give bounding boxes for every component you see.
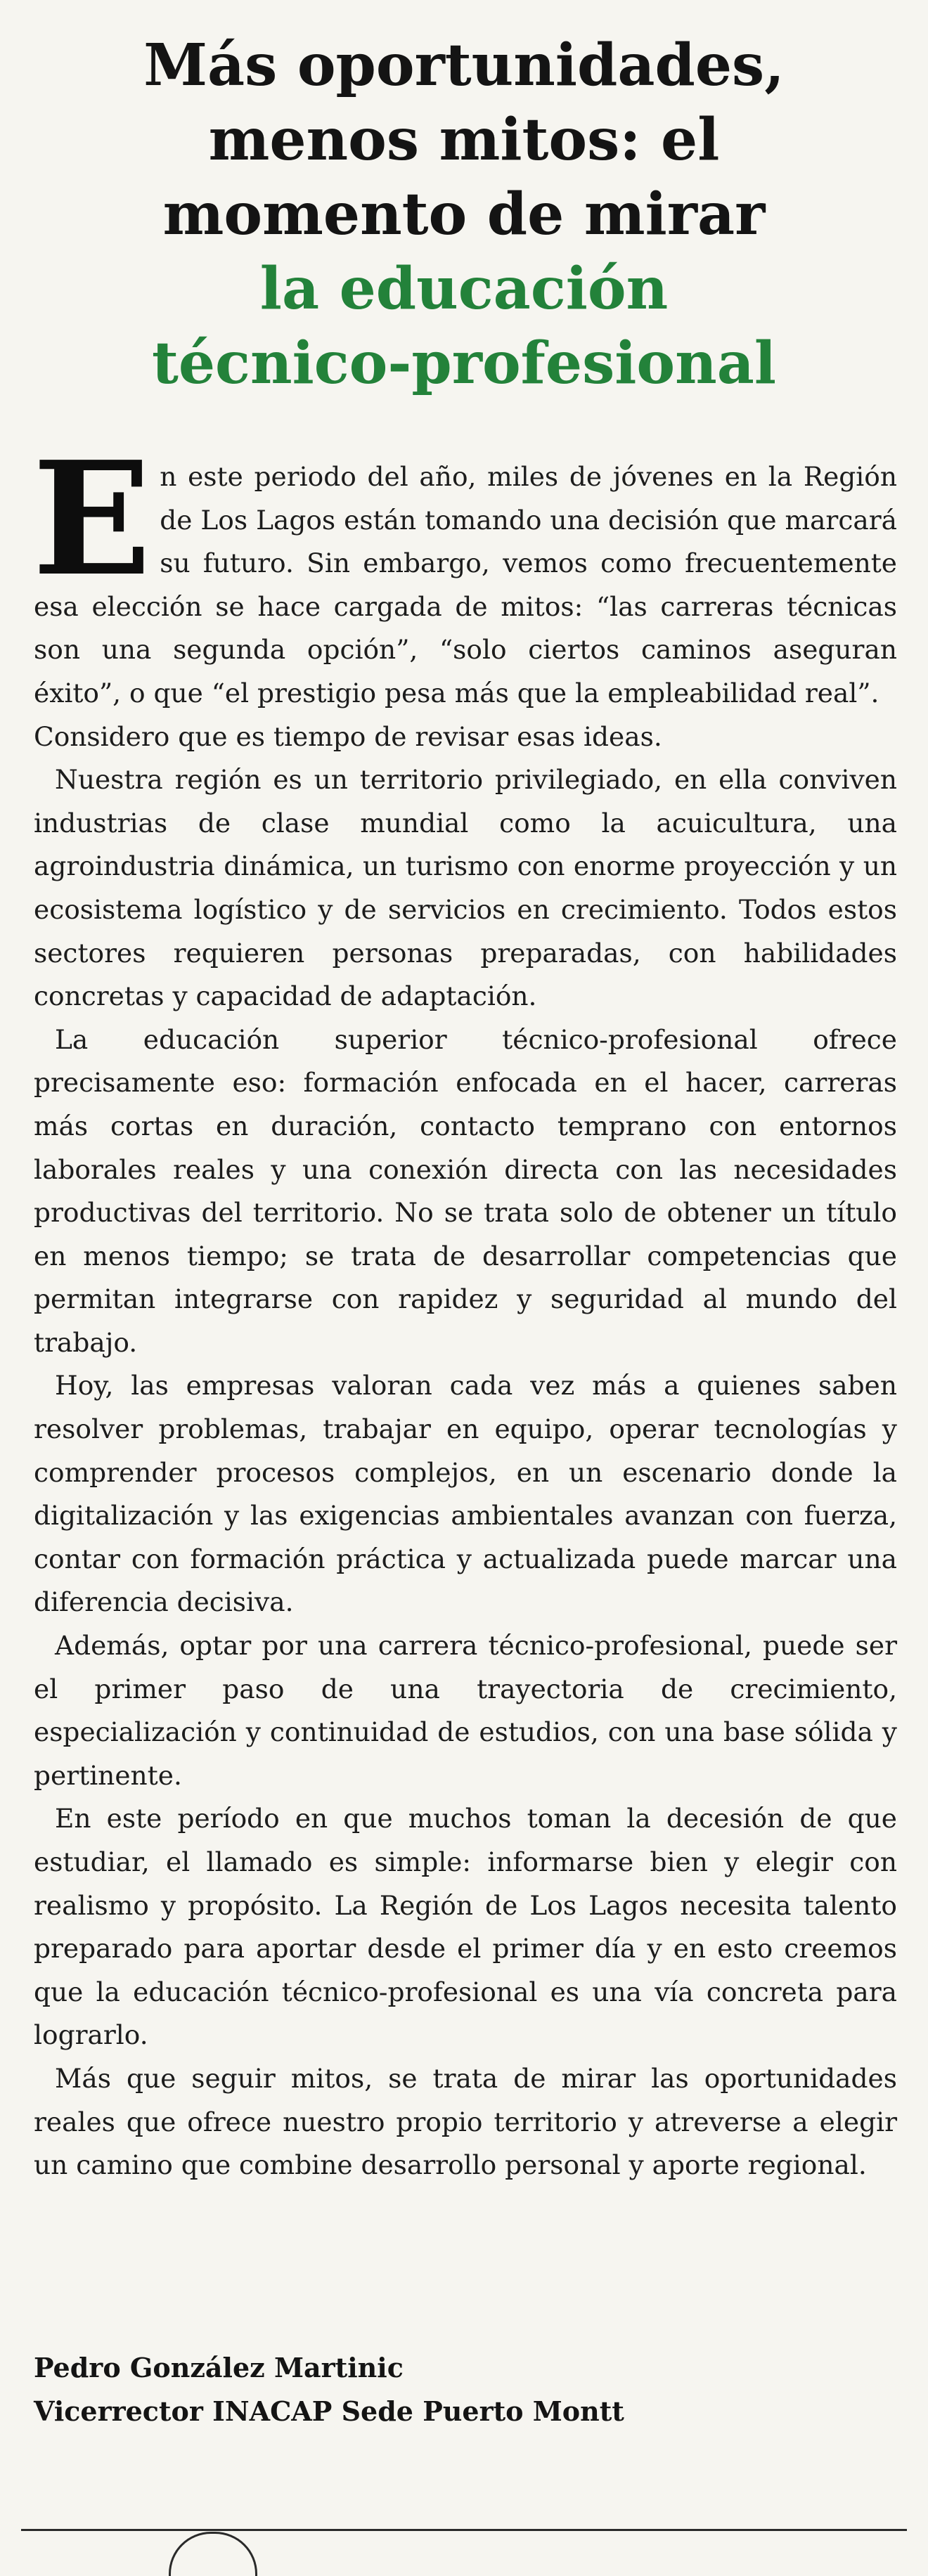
- headline: [28, 28, 900, 401]
- drop-cap: E: [32, 428, 152, 611]
- paragraph: Además, optar por una carrera técnico-profesional, puede ser el primer paso de una trayectoria de crecimiento, especialización y continuidad de estudios, con una base sólida y pertinente.: [34, 1630, 897, 1791]
- headline-line: menos mitos: el: [208, 106, 720, 174]
- paragraph: En este período en que muchos toman la decesión de que estudiar, el llamado es simple: informarse bien y elegir con realismo y propósito. La Región de Los Lagos necesita talento preparado para aportar desde el primer día y en esto creemos que la educación técnico-profesional es una vía concreta para lograrlo.: [34, 1803, 897, 2051]
- headline-highlight-line: la educación: [259, 255, 669, 323]
- author-title: Vicerrector INACAP Sede Puerto Montt: [34, 2395, 624, 2427]
- article-body: [32, 428, 897, 2187]
- paragraph: Más que seguir mitos, se trata de mirar las oportunidades reales que ofrece nuestro propio territorio y atreverse a elegir un camino que combine desarrollo personal y aporte regional.: [34, 2062, 897, 2181]
- bottom-divider: [21, 2529, 907, 2531]
- paragraph: Considero que es tiempo de revisar esas ideas.: [34, 720, 662, 752]
- paragraph-text: n este periodo del año, miles de jóvenes en la Región de Los Lagos están tomando una decisión que marcará su futuro. Sin embargo, vemos como frecuentemente esa elección se hace cargada de mitos: “las carreras técnicas son una segunda opción”, “solo ciertos caminos aseguran éxito”, o que “el prestigio pesa más que la empleabilidad real”.: [34, 461, 897, 708]
- paragraph-intro: [32, 428, 897, 716]
- author-name: Pedro González Martinic: [34, 2352, 404, 2383]
- paragraph: Hoy, las empresas valoran cada vez más a quienes saben resolver problemas, trabajar en equipo, operar tecnologías y comprender procesos complejos, en un escenario donde la digitalización y las exigencias ambientales avanzan con fuerza, contar con formación práctica y actualizada puede marcar una diferencia decisiva.: [34, 1370, 897, 1618]
- headline-line: momento de mirar: [162, 181, 766, 248]
- paragraph: La educación superior técnico-profesional ofrece precisamente eso: formación enfocada en el hacer, carreras más cortas en duración, contacto temprano con entornos laborales reales y una conexión directa con las necesidades productivas del territorio. No se trata solo de obtener un título en menos tiempo; se trata de desarrollar competencias que permitan integrarse con rapidez y seguridad al mundo del trabajo.: [34, 1023, 897, 1358]
- author-signature: [34, 2346, 897, 2433]
- decorative-arc: [169, 2532, 257, 2576]
- headline-highlight-line: técnico-profesional: [152, 330, 776, 397]
- paragraph: Nuestra región es un territorio privilegiado, en ella conviven industrias de clase mundial como la acuicultura, una agroindustria dinámica, un turismo con enorme proyección y un ecosistema logístico y de servicios en crecimiento. Todos estos sectores requieren personas preparadas, con habilidades concretas y capacidad de adaptación.: [34, 764, 897, 1012]
- headline-line: Más oportunidades,: [143, 32, 785, 99]
